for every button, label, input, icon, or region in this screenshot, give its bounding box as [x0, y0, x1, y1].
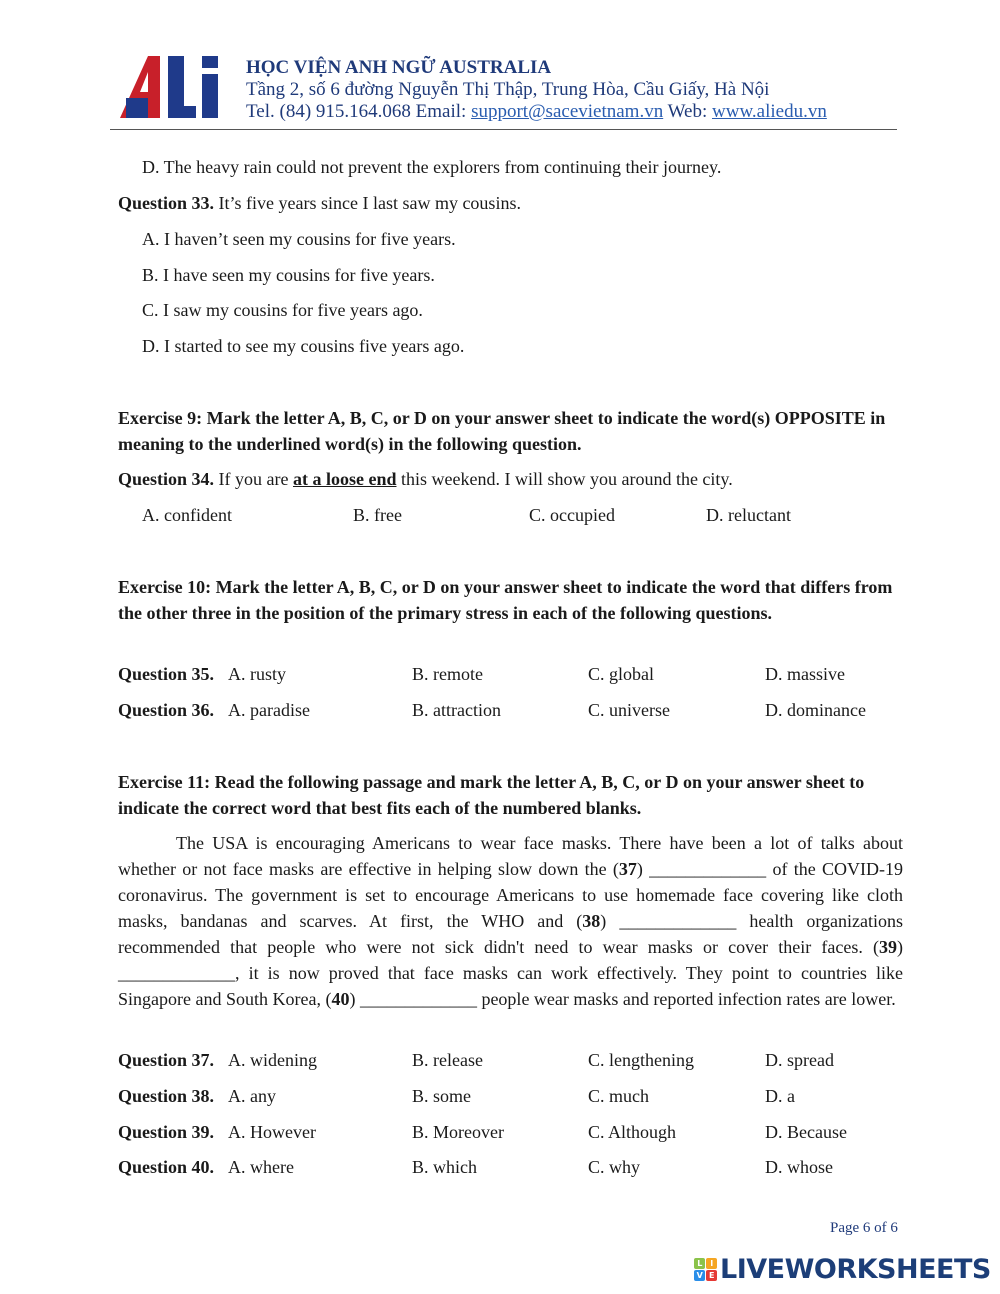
q33-option[interactable]: A. I haven’t seen my cousins for five years.: [142, 229, 456, 249]
exercise-11-instruction: Exercise 11: Read the following passage and mark the letter A, B, C, or D on your answer sheet to indicate the correct word that best fits each of the numbered blanks.: [118, 772, 865, 818]
web-label: Web:: [663, 101, 712, 122]
q35-option[interactable]: A. rusty: [228, 664, 286, 684]
tel-text: Tel. (84) 915.164.068 Email:: [246, 101, 472, 122]
q39-option[interactable]: C. Although: [588, 1122, 677, 1142]
page-number: Page 6 of 6: [830, 1220, 898, 1236]
institute-name: HỌC VIỆN ANH NGỮ AUSTRALIA: [246, 57, 552, 78]
q35-label: Question 35.: [118, 664, 215, 684]
q34-option[interactable]: D. reluctant: [706, 505, 791, 525]
live-tiles-icon: L I V E: [694, 1258, 717, 1281]
q35-option[interactable]: C. global: [588, 664, 654, 684]
q39-option[interactable]: D. Because: [765, 1122, 847, 1142]
q35-option[interactable]: B. remote: [412, 664, 483, 684]
header-divider: [110, 129, 897, 130]
q34-option[interactable]: A. confident: [142, 505, 232, 525]
exercise-9-instruction: Exercise 9: Mark the letter A, B, C, or D on your answer sheet to indicate the word(s) OPPOSITE in meaning to the underlined word(s) in the following question.: [118, 408, 886, 454]
q34-options: [118, 505, 918, 529]
q40-option[interactable]: D. whose: [765, 1157, 833, 1177]
reading-passage: The USA is encouraging Americans to wear face masks. There have been a lot of talks about whether or not face masks are effective in helping slow down the (37) _____________ of the COVID-19 coronavirus. The government is set to encourage Americans to use homemade face covering like cloth masks, bandanas and scarves. At first, the WHO and (38) _____________ health organizations recommended that people who were not sick didn't need to wear masks or cover their faces. (39) _____________, it is now proved that face masks can work effectively. They point to countries like Singapore and South Korea, (40) _____________ people wear masks and reported infection rates are lower.: [118, 833, 903, 1009]
q36-option[interactable]: D. dominance: [765, 700, 866, 720]
q34-stem: Question 34. If you are at a loose end this weekend. I will show you around the city.: [118, 469, 733, 489]
q36-option[interactable]: A. paradise: [228, 700, 310, 720]
q37-option[interactable]: D. spread: [765, 1050, 834, 1070]
q39-option[interactable]: A. However: [228, 1122, 316, 1142]
q36-row: [118, 700, 918, 724]
q39-row: [118, 1122, 918, 1146]
q33-option[interactable]: B. I have seen my cousins for five years.: [142, 265, 435, 285]
q39-option[interactable]: B. Moreover: [412, 1122, 504, 1142]
q36-option[interactable]: B. attraction: [412, 700, 501, 720]
q38-option[interactable]: D. a: [765, 1086, 795, 1106]
q33-stem: Question 33. It’s five years since I last saw my cousins.: [118, 193, 521, 213]
q37-option[interactable]: C. lengthening: [588, 1050, 694, 1070]
q37-option[interactable]: B. release: [412, 1050, 483, 1070]
q38-option[interactable]: C. much: [588, 1086, 649, 1106]
q38-label: Question 38.: [118, 1086, 215, 1106]
q40-label: Question 40.: [118, 1157, 215, 1177]
brand-text: LIVEWORKSHEETS: [720, 1254, 991, 1285]
q35-option[interactable]: D. massive: [765, 664, 845, 684]
q39-label: Question 39.: [118, 1122, 215, 1142]
q36-label: Question 36.: [118, 700, 215, 720]
liveworksheets-logo: [694, 1254, 991, 1285]
q32-option-d: D. The heavy rain could not prevent the explorers from continuing their journey.: [142, 157, 722, 177]
q37-label: Question 37.: [118, 1050, 215, 1070]
q33-option[interactable]: D. I started to see my cousins five years ago.: [142, 336, 465, 356]
exercise-10-instruction: Exercise 10: Mark the letter A, B, C, or D on your answer sheet to indicate the word that differs from the other three in the position of the primary stress in each of the following questions.: [118, 577, 893, 623]
q37-option[interactable]: A. widening: [228, 1050, 317, 1070]
q38-option[interactable]: B. some: [412, 1086, 472, 1106]
q37-row: [118, 1050, 918, 1074]
q36-option[interactable]: C. universe: [588, 700, 670, 720]
institute-address: Tầng 2, số 6 đường Nguyễn Thị Thập, Trung Hòa, Cầu Giấy, Hà Nội: [246, 79, 770, 100]
q34-option[interactable]: B. free: [353, 505, 402, 525]
q40-option[interactable]: B. which: [412, 1157, 477, 1177]
email-link[interactable]: support@sacevietnam.vn: [471, 101, 664, 122]
q33-option[interactable]: C. I saw my cousins for five years ago.: [142, 300, 423, 320]
q40-option[interactable]: C. why: [588, 1157, 641, 1177]
contact-line: [246, 101, 827, 123]
q38-row: [118, 1086, 918, 1110]
q35-row: [118, 664, 918, 688]
q40-option[interactable]: A. where: [228, 1157, 294, 1177]
q40-row: [118, 1157, 918, 1181]
q34-option[interactable]: C. occupied: [529, 505, 615, 525]
ali-logo: [118, 52, 223, 122]
web-link[interactable]: www.aliedu.vn: [712, 101, 827, 122]
q38-option[interactable]: A. any: [228, 1086, 276, 1106]
